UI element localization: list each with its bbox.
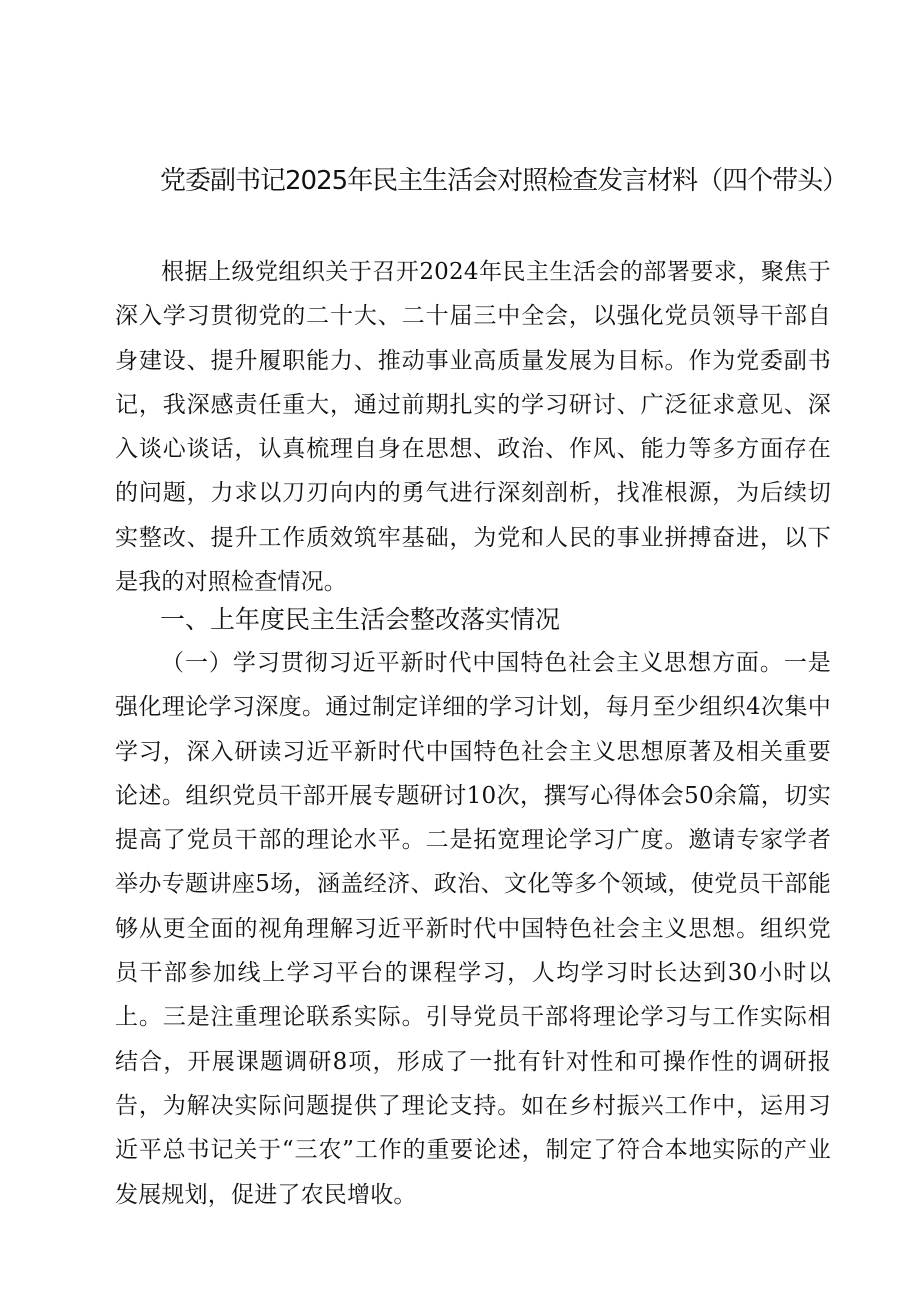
section-1-paragraph-1: （一）学习贯彻习近平新时代中国特色社会主义思想方面。一是强化理论学习深度。通过制定详细的学习计划，每月至少组织4次集中学习，深入研读习近平新时代中国特色社会主义思想原著及相关重要论述。组织党员干部开展专题研讨10次，撰写心得体会50余篇，切实提高了党员干部的理论水平。二是拓宽理论学习广度。邀请专家学者举办专题讲座5场，涵盖经济、政治、文化等多个领域，使党员干部能够从更全面的视角理解习近平新时代中国特色社会主义思想。组织党员干部参加线上学习平台的课程学习，人均学习时长达到30小时以上。三是注重理论联系实际。引导党员干部将理论学习与工作实际相结合，开展课题调研8项，形成了一批有针对性和可操作性的调研报告，为解决实际问题提供了理论支持。如在乡村振兴工作中，运用习近平总书记关于“三农”工作的重要论述，制定了符合本地实际的产业发展规划，促进了农民增收。 <box>115 650 831 1208</box>
intro-paragraph: 根据上级党组织关于召开2024年民主生活会的部署要求，聚焦于深入学习贯彻党的二十大、二十届三中全会，以强化党员领导干部自身建设、提升履职能力、推动事业高质量发展为目标。作为党委副书记，我深感责任重大，通过前期扎实的学习研讨、广泛征求意见、深入谈心谈话，认真梳理自身在思想、政治、作风、能力等多方面存在的问题，力求以刀刃向内的勇气进行深刻剖析，找准根源，为后续切实整改、提升工作质效筑牢基础，为党和人民的事业拼搏奋进，以下是我的对照检查情况。 <box>115 259 831 596</box>
section-heading-1: 一、上年度民主生活会整改落实情况 <box>160 605 561 634</box>
document-title: 党委副书记2025年民主生活会对照检查发言材料（四个带头） <box>160 166 848 196</box>
